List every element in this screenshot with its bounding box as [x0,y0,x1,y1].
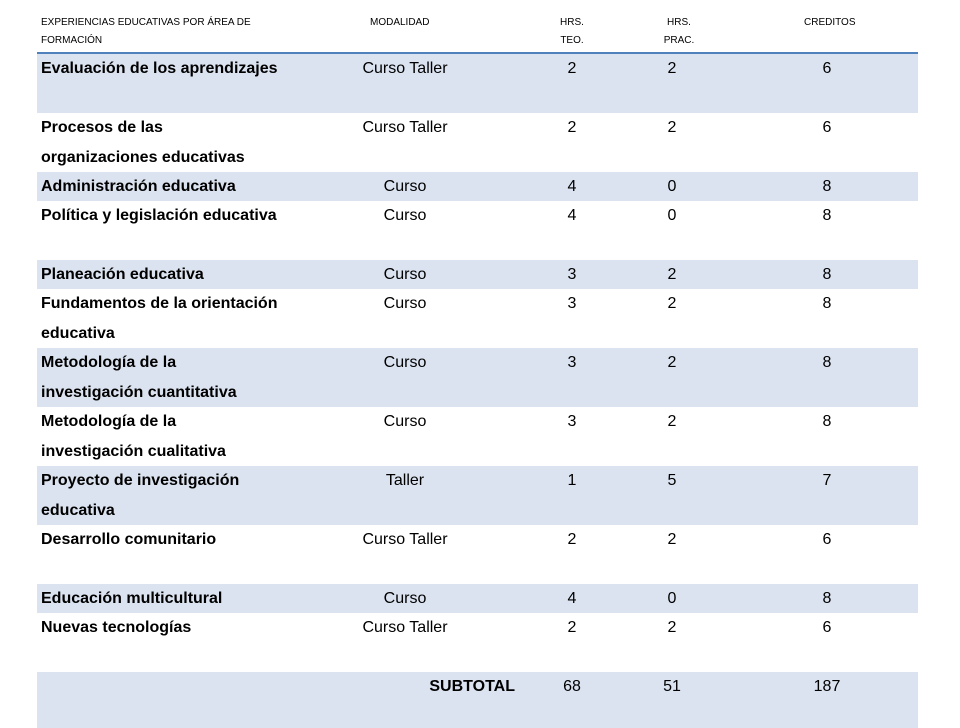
header-creditos: CREDITOS [804,17,856,28]
modalidad-value: Curso [383,178,427,195]
hrs-prac-value: 2 [667,531,677,548]
hrs-prac-value: 0 [667,178,677,195]
experience-name: Metodología de la investigación cualitativa [41,413,226,460]
hrs-teo-value: 3 [567,266,577,283]
table-header [37,8,918,54]
hrs-prac-value: 2 [667,295,677,312]
creditos-value: 8 [822,266,832,283]
modalidad-value: Curso [383,295,427,312]
hrs-prac-value: 5 [667,472,677,489]
subtotal-prac: 51 [663,678,681,695]
experience-name: Proyecto de investigación educativa [41,472,240,519]
creditos-value: 6 [822,60,832,77]
hrs-prac-value: 2 [667,119,677,136]
table-row [37,584,918,613]
experience-name: Nuevas tecnologías [41,619,192,636]
table-row [37,54,918,113]
table-row [37,525,918,584]
hrs-teo-value: 2 [567,60,577,77]
experience-name: Planeación educativa [41,266,204,283]
hrs-prac-value: 2 [667,354,677,371]
header-teo: HRS. TEO. [560,17,584,46]
hrs-teo-value: 3 [567,413,577,430]
hrs-teo-value: 2 [567,531,577,548]
experience-name: Procesos de las organizaciones educativas [41,119,245,166]
creditos-value: 8 [822,354,832,371]
hrs-teo-value: 3 [567,295,577,312]
header-modalidad: MODALIDAD [370,17,430,28]
table-row [37,260,918,289]
modalidad-value: Curso [383,354,427,371]
experience-name: Educación multicultural [41,590,223,607]
creditos-value: 8 [822,207,832,224]
modalidad-value: Taller [385,472,425,489]
table-row [37,407,918,466]
modalidad-value: Curso Taller [362,119,448,136]
hrs-teo-value: 3 [567,354,577,371]
creditos-value: 6 [822,119,832,136]
hrs-prac-value: 0 [667,207,677,224]
table-row [37,172,918,201]
hrs-prac-value: 2 [667,266,677,283]
subtotal-label: SUBTOTAL [429,678,515,695]
modalidad-value: Curso Taller [362,531,448,548]
creditos-value: 6 [822,531,832,548]
experience-name: Metodología de la investigación cuantitativa [41,354,237,401]
hrs-prac-value: 2 [667,413,677,430]
creditos-value: 8 [822,295,832,312]
experience-name: Política y legislación educativa [41,207,277,224]
header-area: EXPERIENCIAS EDUCATIVAS POR ÁREA DE FORMACIÓN [41,17,251,46]
table-row [37,466,918,525]
table-row [37,613,918,672]
header-prac: HRS. PRAC. [663,17,695,46]
modalidad-value: Curso Taller [362,60,448,77]
credits-table [37,8,918,728]
table-row [37,201,918,260]
modalidad-value: Curso [383,413,427,430]
creditos-value: 8 [822,413,832,430]
experience-name: Fundamentos de la orientación educativa [41,295,278,342]
modalidad-value: Curso [383,207,427,224]
table-row [37,113,918,172]
hrs-teo-value: 2 [567,119,577,136]
table-row [37,289,918,348]
experience-name: Desarrollo comunitario [41,531,217,548]
creditos-value: 8 [822,178,832,195]
modalidad-value: Curso Taller [362,619,448,636]
hrs-teo-value: 4 [567,178,577,195]
creditos-value: 8 [822,590,832,607]
subtotal-creditos: 187 [813,678,841,695]
experience-name: Evaluación de los aprendizajes [41,60,278,77]
table-row [37,348,918,407]
modalidad-value: Curso [383,266,427,283]
hrs-teo-value: 4 [567,207,577,224]
hrs-teo-value: 2 [567,619,577,636]
modalidad-value: Curso [383,590,427,607]
subtotal-teo: 68 [563,678,581,695]
hrs-teo-value: 4 [567,590,577,607]
hrs-prac-value: 2 [667,619,677,636]
creditos-value: 6 [822,619,832,636]
hrs-prac-value: 0 [667,590,677,607]
creditos-value: 7 [822,472,832,489]
hrs-teo-value: 1 [567,472,577,489]
hrs-prac-value: 2 [667,60,677,77]
experience-name: Administración educativa [41,178,236,195]
table-body [37,54,918,672]
